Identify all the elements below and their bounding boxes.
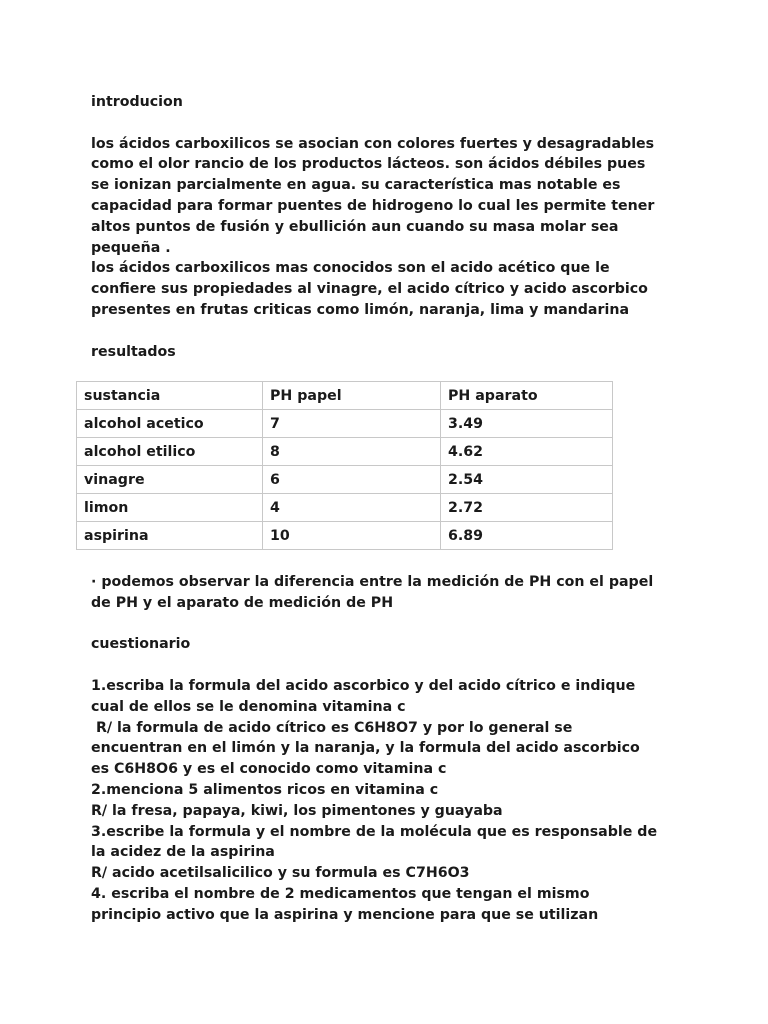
text-line: presentes en frutas criticas como limón, naranja, lima y mandarina (91, 301, 630, 318)
text-line: confiere sus propiedades al vinagre, el acido cítrico y acido ascorbico (91, 281, 648, 298)
text-line: se ionizan parcialmente en agua. su característica mas notable es (91, 177, 621, 194)
table-row (77, 466, 613, 494)
observation-paragraph (91, 572, 711, 614)
table-cell: 4.62 (441, 438, 613, 466)
spacer (91, 321, 691, 342)
text-line: los ácidos carboxilicos se asocian con colores fuertes y desagradables (91, 135, 655, 152)
results-heading: resultados (91, 343, 176, 360)
text-line: de PH y el aparato de medición de PH (91, 594, 394, 611)
intro-paragraph-1 (91, 134, 691, 259)
questionnaire-body (91, 676, 711, 926)
answer-line: R/ la formula de acido cítrico es C6H8O7 y por lo general se (91, 719, 573, 736)
table-cell: alcohol etilico (77, 438, 263, 466)
table-cell: 6 (263, 466, 441, 494)
question-line: 3.escribe la formula y el nombre de la molécula que es responsable de (91, 823, 658, 840)
table-cell: 8 (263, 438, 441, 466)
intro-paragraph-2 (91, 258, 691, 320)
text-line: capacidad para formar puentes de hidrogeno lo cual les permite tener (91, 197, 655, 214)
document-top-section (91, 92, 691, 362)
table-cell: 2.72 (441, 494, 613, 522)
table-cell: vinagre (77, 466, 263, 494)
table-row (77, 410, 613, 438)
table-cell: 7 (263, 410, 441, 438)
table-cell: 4 (263, 494, 441, 522)
table-row (77, 494, 613, 522)
text-line: altos puntos de fusión y ebullición aun cuando su masa molar sea (91, 218, 619, 235)
table-row (77, 438, 613, 466)
table-cell: 6.89 (441, 522, 613, 550)
answer-line: R/ la fresa, papaya, kiwi, los pimentones y guayaba (91, 802, 503, 819)
table-cell: 10 (263, 522, 441, 550)
spacer (91, 614, 711, 635)
questionnaire-heading: cuestionario (91, 636, 191, 653)
table-cell: alcohol acetico (77, 410, 263, 438)
table-header-cell: PH aparato (441, 382, 613, 410)
intro-heading: introducion (91, 94, 183, 110)
question-line: 2.menciona 5 alimentos ricos en vitamina c (91, 781, 439, 798)
table-row (77, 522, 613, 550)
question-line: la acidez de la aspirina (91, 844, 275, 861)
table-header-cell: sustancia (77, 382, 263, 410)
document-bottom-section (91, 572, 711, 926)
answer-line: es C6H8O6 y es el conocido como vitamina c (91, 761, 447, 778)
results-table (76, 381, 613, 550)
table-cell: 2.54 (441, 466, 613, 494)
results-table-wrapper (76, 381, 613, 550)
answer-line: encuentran en el limón y la naranja, y la formula del acido ascorbico (91, 740, 640, 757)
table-header-cell: PH papel (263, 382, 441, 410)
text-line: los ácidos carboxilicos mas conocidos son el acido acético que le (91, 260, 610, 277)
text-line: pequeña . (91, 239, 171, 256)
table-cell: 3.49 (441, 410, 613, 438)
table-cell: limon (77, 494, 263, 522)
table-cell: aspirina (77, 522, 263, 550)
table-header-row (77, 382, 613, 410)
question-line: 1.escriba la formula del acido ascorbico y del acido cítrico e indique (91, 677, 636, 694)
text-line: · podemos observar la diferencia entre la medición de PH con el papel (91, 574, 654, 590)
question-line: 4. escriba el nombre de 2 medicamentos que tengan el mismo (91, 885, 590, 902)
question-line: principio activo que la aspirina y mencione para que se utilizan (91, 906, 599, 923)
question-line: cual de ellos se le denomina vitamina c (91, 698, 406, 715)
answer-line: R/ acido acetilsalicilico y su formula es C7H6O3 (91, 865, 470, 882)
spacer (91, 655, 711, 676)
spacer (91, 113, 691, 134)
text-line: como el olor rancio de los productos lácteos. son ácidos débiles pues (91, 156, 646, 173)
